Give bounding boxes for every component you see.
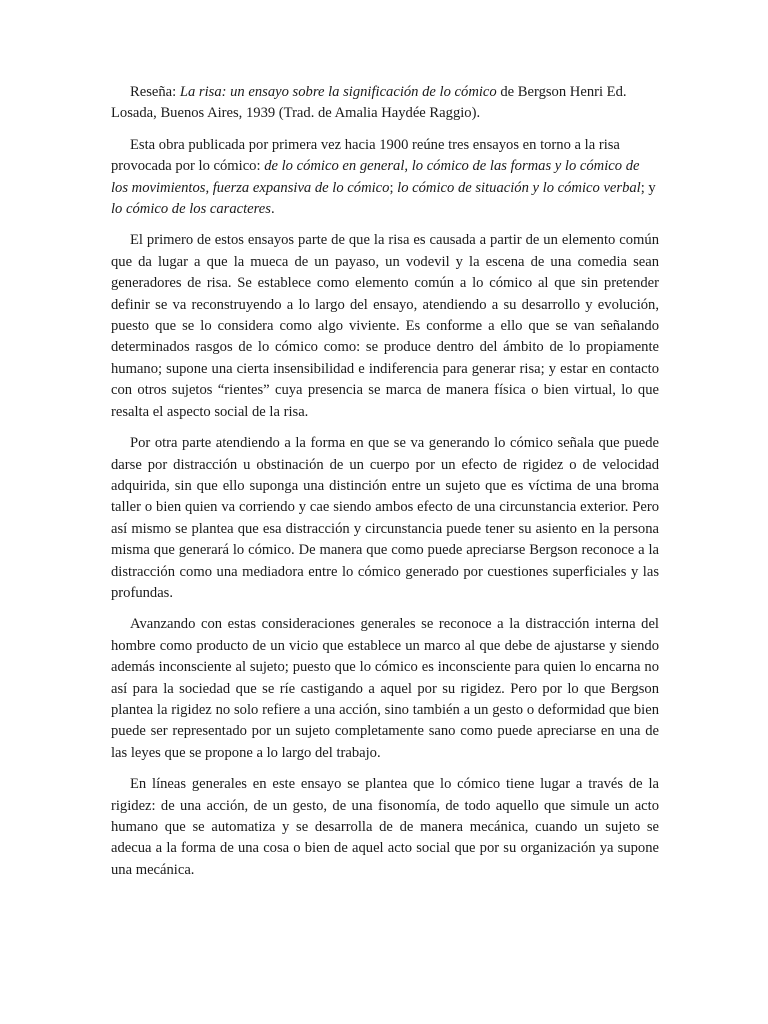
paragraph-text: El primero de estos ensayos parte de que la risa es causada a partir de un elemento común que da lugar a que la mueca de un payaso, un vodevil y la escena de una comedia sean generadores de risa. Se establece como elemento común a lo cómico al que sin pretender definir se va reconstruyendo a lo largo del ensayo, atendiendo a su desarrollo y evolución, puesto que se lo considera como algo viviente. Es conforme a ello que se van señalando determinados rasgos de lo cómico como: se produce dentro del ámbito de lo propiamente humano; supone una cierta insensibilidad e indiferencia para generar risa; y estar en contacto con otros sujetos “rientes” cuya presencia se marca de manera física o bien virtual, lo que resalta el aspecto social de la risa.	[111, 232, 659, 420]
separator-2: ; y	[640, 179, 656, 196]
intro-end: .	[270, 201, 275, 218]
paragraph-text: Por otra parte atendiendo a la forma en que se va generando lo cómico señala que puede darse por distracción u obstinación de un cuerpo por un efecto de rigidez o de velocidad adquirida, sin que ello suponga una distinción entre un sujeto que es víctima de una broma taller o bien quien va corriendo y cae siendo ambos efecto de una circunstancia exterior. Pero así mismo se plantea que esa distracción y circunstancia puede tener su asiento en la persona misma que generará lo cómico. De manera que como puede apreciarse Bergson reconoce a la distracción como una mediadora entre lo cómico generado por cuestiones superficiales y las profundas.	[111, 435, 659, 601]
book-title: La risa: un ensayo sobre la significación de lo cómico	[179, 84, 497, 100]
essay-titles-2: lo cómico de situación y lo cómico verbal	[397, 179, 641, 196]
citation-label: Reseña:	[130, 84, 180, 100]
paragraph-text: Avanzando con estas consideraciones generales se reconoce a la distracción interna del hombre como producto de un vicio que establece un marco al que debe de ajustarse y siendo además inconsciente al sujeto; puesto que lo cómico es inconsciente para quien lo encarna no así para la sociedad que se ríe castigando a aquel por su rigidez. Pero por lo que Bergson plantea la rigidez no solo refiere a una acción, sino también a un gesto o deformidad que bien puede ser representado por un sujeto completamente sano como puede apreciarse en una de las leyes que se propone a lo largo del trabajo.	[111, 616, 659, 761]
document-body	[111, 82, 659, 891]
paragraph-review-citation	[111, 82, 659, 125]
intro-text: Esta obra publicada por primera vez hacia 1900 reúne tres ensayos en torno a la risa provocada por lo cómico:	[111, 136, 620, 175]
paragraph-distraction	[111, 433, 659, 604]
paragraph-first-essay	[111, 230, 659, 423]
separator-1: ;	[389, 179, 398, 196]
citation-details: de Bergson Henri Ed. Losada, Buenos Aires, 1939 (Trad. de Amalia Haydée Raggio).	[111, 84, 627, 122]
paragraph-text: En líneas generales en este ensayo se plantea que lo cómico tiene lugar a través de la rigidez: de una acción, de un gesto, de una fisonomía, de todo aquello que simule un acto humano que se automatiza y se desarrolla de de manera mecánica, cuando un sujeto se adecua a la forma de una cosa o bien de aquel acto social que por su organización ya supone una mecánica.	[111, 776, 659, 878]
paragraph-introduction	[111, 135, 659, 221]
essay-titles-3: lo cómico de los caracteres	[111, 201, 271, 218]
paragraph-internal-distraction	[111, 614, 659, 764]
essay-titles-1: de lo cómico en general, lo cómico de las formas y lo cómico de los movimientos, fuerza expansiva de lo cómico	[111, 158, 640, 196]
paragraph-conclusion	[111, 774, 659, 881]
